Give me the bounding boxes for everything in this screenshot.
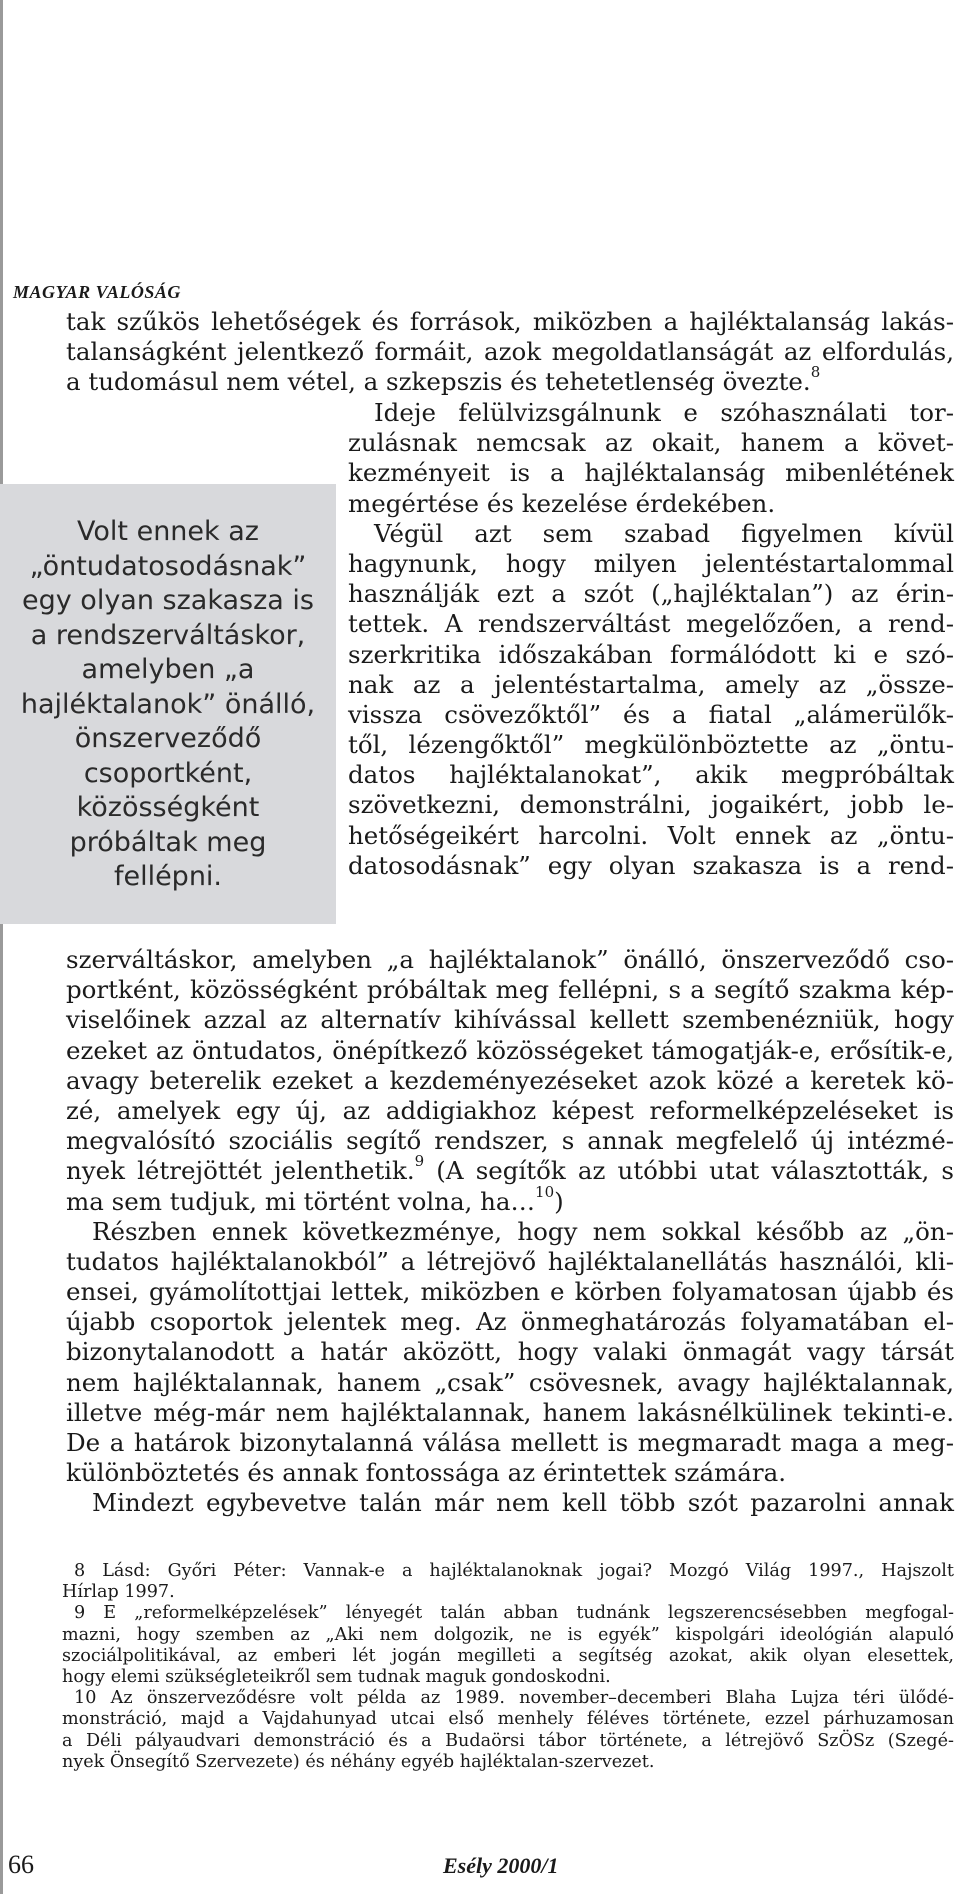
text-line: nyek létrejöttét jelenthetik.$^9$ (A segítők az utóbbi utat választották, s — [66, 1152, 954, 1186]
text-line: portként, közösségként próbáltak meg fellépni, s a segítő szakma kép- — [66, 975, 954, 1005]
text-line: szerváltáskor, amelyben „a hajléktalanok” önálló, önszerveződő cso- — [66, 945, 954, 974]
footnote-10-line: nyek Önsegítő Szervezete) és néhány egyéb hajléktalan-szervezet. — [62, 1751, 655, 1772]
text-line: ma sem tudjuk, mi történt volna, ha…$^{10}$) — [66, 1182, 564, 1216]
text-line: hetőségeikért harcolni. Volt ennek az „öntu- — [348, 820, 954, 850]
pull-quote-line: amelyben „a — [81, 654, 255, 685]
text-line: talanságként jelentkező formáit, azok megoldatlanságát az elfordulás, — [66, 337, 954, 367]
footnote-9-line: hogy elemi szükségleteikről sem tudnak maguk gondoskodni. — [62, 1666, 611, 1687]
text-line: szerkritika időszakában formálódott ki e szó- — [348, 639, 954, 669]
text-line: tudatos hajléktalanokból” a létrejövő hajléktalanellátás használói, kli- — [66, 1246, 954, 1276]
text-line: nak az a jelentéstartalma, amely az „össze- — [348, 669, 954, 699]
text-line: zulásnak nemcsak az okait, hanem a követ- — [348, 428, 954, 458]
text-line: zé, amelyek egy új, az addigiakhoz képest reformelképzeléseket is — [66, 1095, 954, 1125]
text-line: nem hajléktalannak, hanem „csak” csövesnek, avagy hajléktalannak, — [66, 1367, 954, 1397]
pull-quote-line: csoportként, — [83, 757, 253, 789]
body-text-top — [66, 307, 954, 398]
pull-quote-line: önszerveződő — [74, 723, 262, 754]
text-line: megértése és kezelése érdekében. — [348, 488, 776, 518]
body-text-main — [66, 945, 954, 1519]
text-line: től, lézengőktől” megkülönböztette az „öntu- — [348, 730, 954, 760]
pull-quote-line: fellépni. — [113, 861, 223, 892]
footnote-9-line: 9 E „reformelképzelések” lényegét talán abban tudnánk legszerencsésebben megfogal- — [74, 1603, 954, 1624]
text-line: hagynunk, hogy milyen jelentéstartalommal — [348, 548, 954, 578]
text-line: datos hajléktalanokat”, akik megpróbáltak — [348, 760, 954, 790]
footnote-9-line: mazni, hogy szemben az „Aki nem dolgozik, ne is egyék” kispolgári ideológián alapuló — [62, 1624, 954, 1645]
text-line: tak szűkös lehetőségek és források, miközben a hajléktalanság lakás- — [66, 307, 954, 336]
text-line: szövetkezni, demonstrálni, jogaikért, jobb le- — [348, 790, 954, 820]
footnotes — [62, 1561, 954, 1773]
text-line: Végül azt sem szabad figyelmen kívül — [374, 518, 954, 548]
pull-quote-line: próbáltak meg — [69, 826, 267, 858]
footnote-9-line: szociálpolitikával, az emberi lét jogán megilleti a segítség azokat, akik olyan elesettek, — [62, 1645, 954, 1666]
pull-quote-line: hajléktalanok” önálló, — [20, 688, 316, 720]
footnote-10-line: a Déli pályaudvari demonstráció és a Budaörsi tábor története, a létrejövő SzÖSz (Szegé- — [62, 1730, 954, 1751]
footnote-ref-10[interactable]: 10 — [535, 1182, 555, 1201]
text-line: Ideje felülvizsgálnunk e szóhasználati tor- — [374, 398, 954, 427]
journal-name: Esély 2000/1 — [443, 1853, 559, 1878]
pull-quote-line: a rendszerváltáskor, — [30, 619, 306, 651]
text-line: ensei, gyámolítottjai lettek, miközben e körben folyamatosan újabb és — [66, 1277, 954, 1307]
pull-quote-line: közösségként — [76, 792, 260, 823]
pull-quote — [0, 484, 336, 924]
text-line: újabb csoportok jelentek meg. Az önmeghatározás folyamatában el- — [66, 1307, 954, 1337]
page-edge-rule — [0, 0, 3, 1894]
page-number: 66 — [8, 1850, 34, 1879]
text-line: Részben ennek következménye, hogy nem sokkal később az „ön- — [92, 1216, 954, 1246]
footnote-10-line: 10 Az önszerveződésre volt példa az 1989. november–decemberi Blaha Lujza téri ülődé- — [74, 1688, 954, 1709]
text-line: Mindezt egybevetve talán már nem kell több szót pazarolni annak — [92, 1488, 954, 1518]
footnote-8-line: 8 Lásd: Győri Péter: Vannak-e a hajléktalanoknak jogai? Mozgó Világ 1997., Hajszolt — [74, 1561, 954, 1581]
footnote-8-line: Hírlap 1997. — [62, 1582, 175, 1603]
text-line: bizonytalanodott a határ aközött, hogy valaki önmagát vagy társát — [66, 1337, 954, 1367]
pull-quote-line: egy olyan szakasza is — [22, 585, 314, 616]
text-line: illetve még-már nem hajléktalannak, hanem lakásnélkülinek tekinti-e. — [66, 1397, 954, 1427]
text-line: megvalósító szociális segítő rendszer, s annak megfelelő új intézmé- — [66, 1126, 954, 1156]
text-line: kezményeit is a hajléktalanság mibenlétének — [348, 458, 954, 488]
running-head: MAGYAR VALÓSÁG — [13, 282, 181, 302]
text-line: különböztetés és annak fontossága az érintettek számára. — [66, 1458, 786, 1488]
text-line: datosodásnak” egy olyan szakasza is a rend- — [348, 850, 954, 880]
text-line: ezeket az öntudatos, önépítkező közösségeket támogatják-e, erősítik-e, — [66, 1035, 954, 1065]
text-line: avagy beterelik ezeket a kezdeményezéseket azok közé a keretek kö- — [66, 1065, 954, 1095]
text-line: tettek. A rendszerváltást megelőzően, a rend- — [348, 609, 954, 639]
text-line: De a határok bizonytalanná válása mellett is megmaradt maga a meg- — [66, 1428, 954, 1457]
footnote-10-line: monstráció, majd a Vajdahunyad utcai első menhely féléves története, ezzel párhuzamosan — [62, 1709, 954, 1730]
footnote-ref-9[interactable]: 9 — [414, 1152, 425, 1171]
text-line: használják ezt a szót („hajléktalan”) az érin- — [348, 579, 954, 609]
body-text-narrow — [348, 398, 954, 881]
pull-quote-line: Volt ennek az — [77, 516, 259, 547]
text-line: a tudomásul nem vétel, a szkepszis és tehetetlenség övezte.$^8$ — [66, 363, 821, 397]
pull-quote-line: „öntudatosodásnak” — [29, 550, 307, 582]
text-line: vissza csövezőktől” és a fiatal „alámerülők- — [348, 699, 954, 729]
footnote-ref-8[interactable]: 8 — [810, 363, 821, 382]
text-line: viselőinek azzal az alternatív kihívással kellett szembenézniük, hogy — [66, 1005, 954, 1035]
